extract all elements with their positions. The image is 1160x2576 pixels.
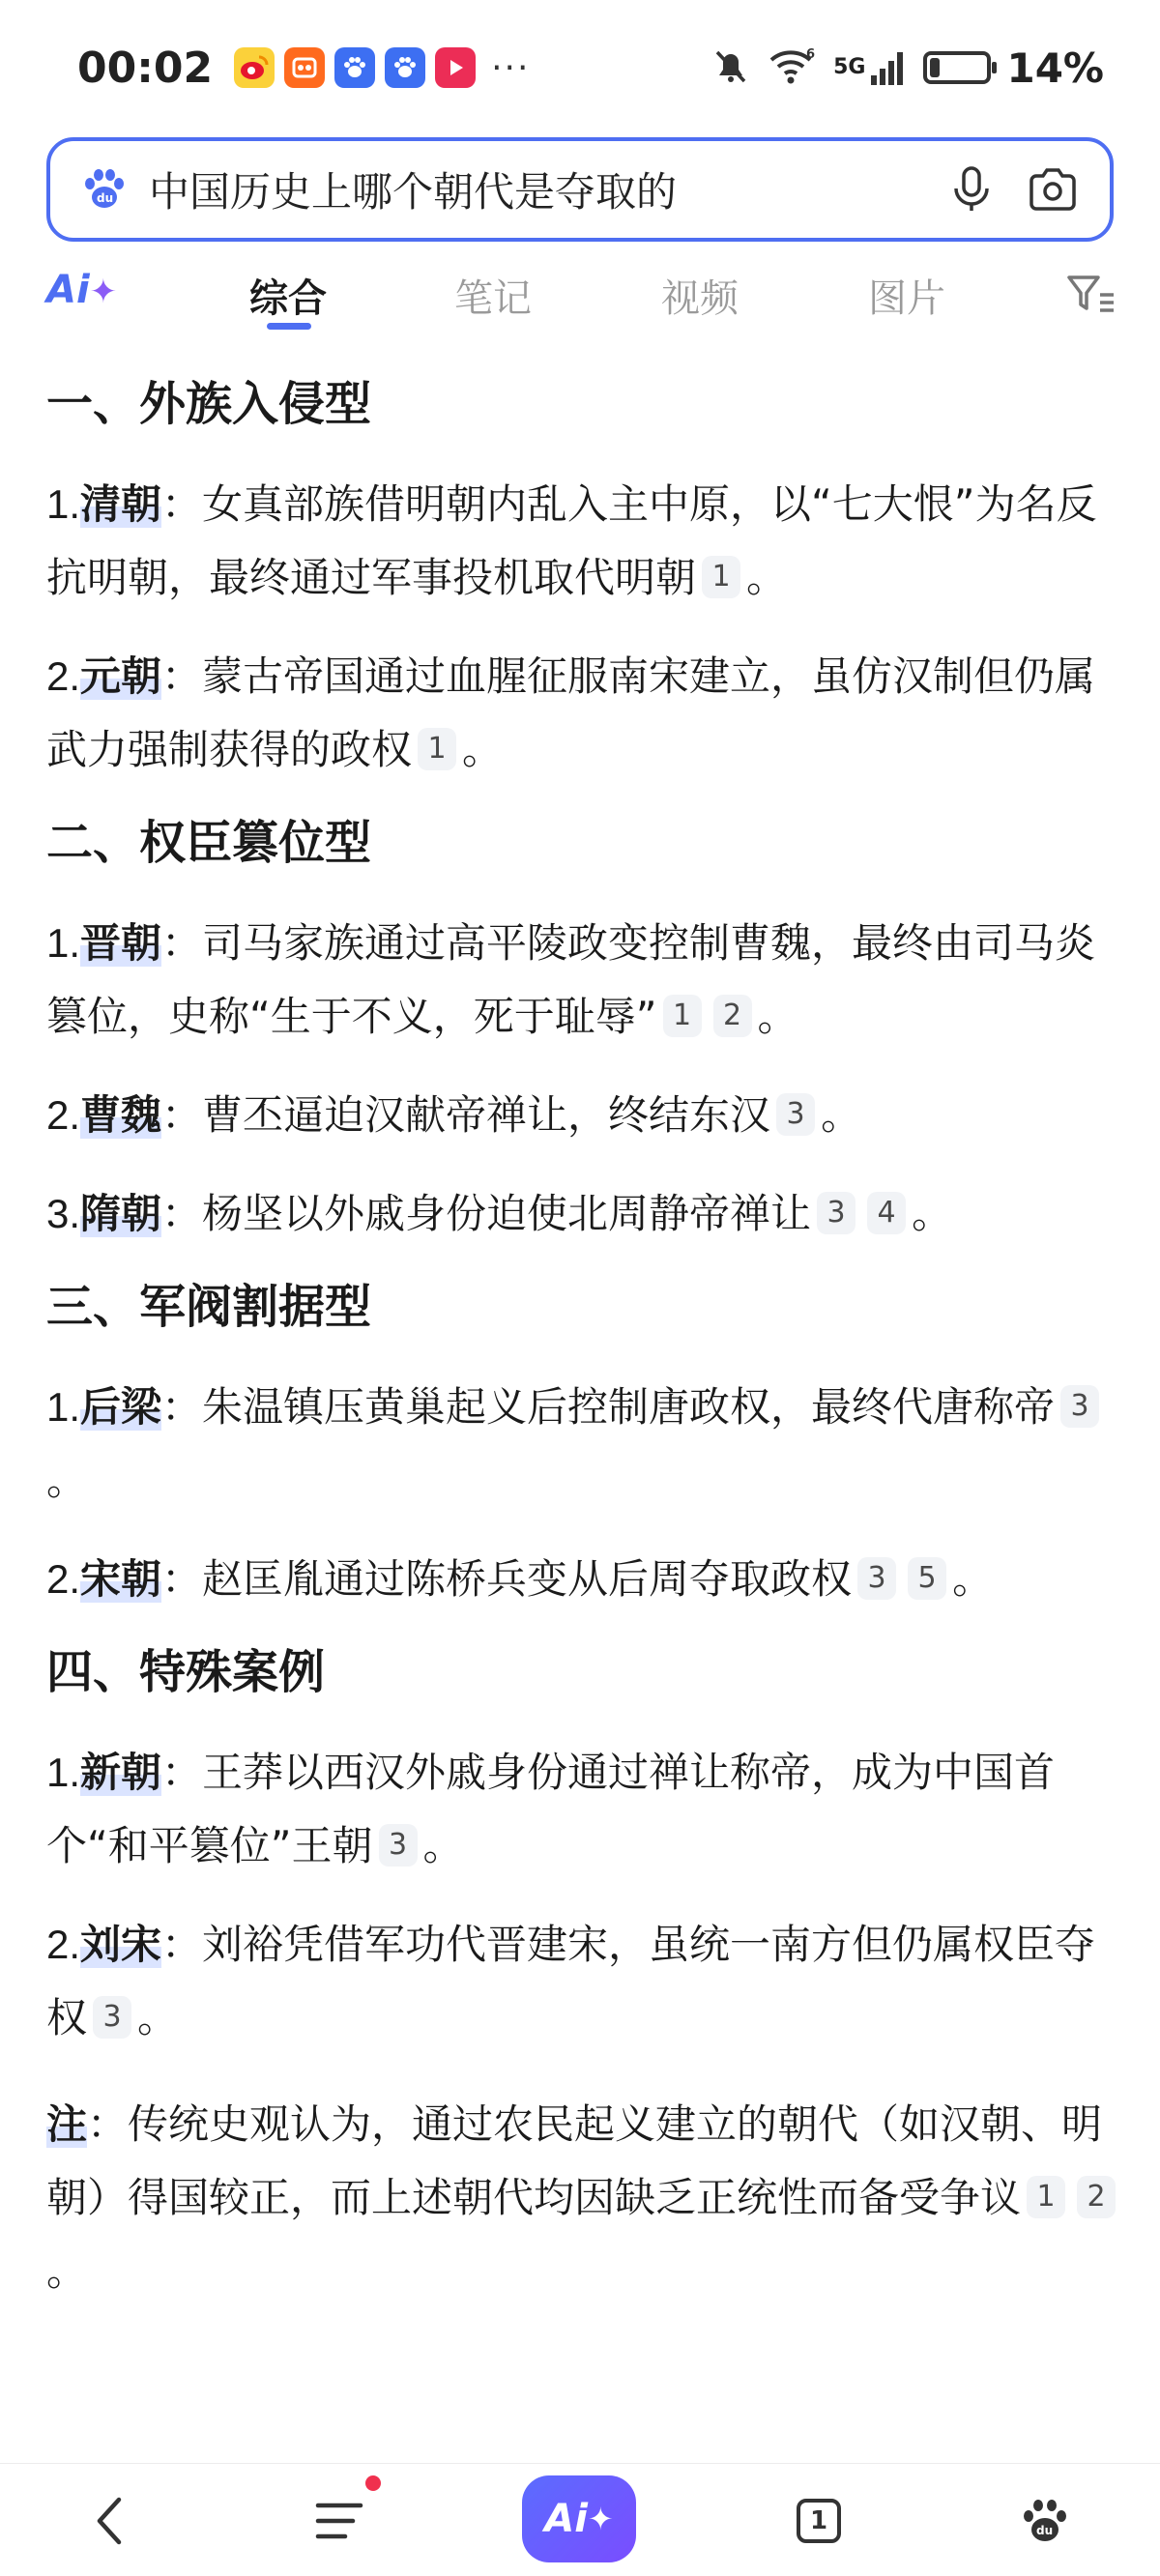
play-app-icon	[435, 47, 476, 88]
dynasty-term: 曹魏	[80, 1091, 162, 1139]
item-text: ：刘裕凭借军功代晋建宋，虽统一南方但仍属权臣夺权	[46, 1921, 1096, 2041]
dynasty-term: 宋朝	[80, 1555, 162, 1603]
mute-icon	[710, 44, 752, 91]
item-end: 。	[952, 1555, 994, 1603]
item-end: 。	[821, 1091, 862, 1139]
tab-images[interactable]: 图片	[868, 276, 945, 321]
note-text: ：传统史观认为，通过农民起义建立的朝代（如汉朝、明朝）得国较正，而上述朝代均因缺乏正统性而备受争议	[46, 2100, 1103, 2221]
citation-badge[interactable]: 3	[776, 1093, 815, 1136]
item-text: ：王莽以西汉外戚身份通过禅让称帝，成为中国首个“和平篡位”王朝	[46, 1749, 1056, 1869]
network-type-label: 5G	[833, 55, 866, 79]
list-item	[46, 1908, 1121, 2055]
citation-badge[interactable]: 3	[379, 1824, 418, 1867]
citation-badge[interactable]: 2	[713, 995, 752, 1037]
ai-assistant-button[interactable]	[522, 2475, 636, 2562]
citation-badge[interactable]: 1	[663, 995, 702, 1037]
tab-comprehensive[interactable]: 综合	[249, 276, 327, 321]
baidu-logo-icon	[77, 162, 131, 217]
dynasty-term: 元朝	[80, 652, 162, 700]
svg-text:6: 6	[806, 47, 816, 62]
baidu-paw-app-icon	[334, 47, 375, 88]
dynasty-term: 刘宋	[80, 1921, 162, 1968]
citation-badge[interactable]: 3	[93, 1996, 131, 2039]
item-end: 。	[462, 726, 504, 773]
item-end: 。	[746, 554, 788, 601]
battery-icon	[923, 51, 991, 84]
svg-text:du: du	[97, 191, 114, 205]
microphone-icon	[950, 165, 993, 214]
tab-videos[interactable]: 视频	[661, 276, 739, 321]
video-app-icon	[284, 47, 325, 88]
answer-content	[46, 348, 1121, 2308]
baidu-paw-icon	[1019, 2495, 1071, 2547]
baidu-paw-app-icon-2	[385, 47, 425, 88]
battery-percent: 14%	[1006, 43, 1104, 92]
item-number: 1.	[46, 920, 81, 966]
status-bar	[0, 0, 1160, 135]
item-number: 1.	[46, 1384, 81, 1430]
bottom-navigation	[0, 2463, 1160, 2576]
note-paragraph	[46, 2088, 1121, 2308]
list-item	[46, 1177, 1121, 1251]
citation-badge[interactable]: 1	[418, 728, 456, 770]
menu-icon	[314, 2500, 364, 2542]
list-item	[46, 1079, 1121, 1152]
tab-count: 1	[809, 2506, 828, 2535]
tab-ai-label: Ai	[46, 268, 90, 312]
back-button[interactable]	[66, 2477, 153, 2564]
item-text: ：司马家族通过高平陵政变控制曹魏，最终由司马炎篡位，史称“生于不义，死于耻辱”	[46, 919, 1096, 1040]
sparkle-icon: ✦	[89, 273, 118, 311]
tab-ai[interactable]	[46, 268, 117, 312]
citation-badge[interactable]: 3	[817, 1192, 856, 1234]
camera-icon	[1028, 167, 1078, 212]
notification-dot	[365, 2475, 381, 2491]
active-tab-indicator	[267, 323, 311, 330]
item-number: 3.	[46, 1191, 81, 1236]
citation-badge[interactable]: 5	[908, 1557, 946, 1600]
item-number: 2.	[46, 653, 81, 699]
svg-text:du: du	[1036, 2524, 1054, 2537]
item-number: 1.	[46, 481, 81, 527]
item-text: ：杨坚以外戚身份迫使北周静帝禅让	[161, 1190, 812, 1237]
item-end: 。	[757, 993, 798, 1040]
list-item	[46, 640, 1121, 787]
voice-search-button[interactable]	[938, 156, 1005, 223]
list-item	[46, 1543, 1121, 1616]
citation-badge[interactable]: 4	[867, 1192, 906, 1234]
item-text: ：赵匡胤通过陈桥兵变从后周夺取政权	[161, 1555, 853, 1603]
list-item	[46, 1736, 1121, 1883]
item-number: 2.	[46, 1092, 81, 1138]
wifi-icon	[768, 44, 818, 91]
item-number: 2.	[46, 1556, 81, 1602]
item-number: 1.	[46, 1750, 81, 1795]
item-end: 。	[912, 1190, 953, 1237]
item-text: ：女真部族借明朝内乱入主中原，以“七大恨”为名反抗明朝，最终通过军事投机取代明朝	[46, 480, 1097, 601]
citation-badge[interactable]: 1	[702, 556, 740, 598]
item-text: ：蒙古帝国通过血腥征服南宋建立，虽仿汉制但仍属武力强制获得的政权	[46, 652, 1096, 773]
citation-badge[interactable]: 2	[1077, 2176, 1116, 2218]
list-item	[46, 1371, 1121, 1518]
item-end: 。	[422, 1822, 464, 1869]
weibo-app-icon	[234, 47, 275, 88]
section-title: 四、特殊案例	[46, 1645, 326, 1699]
citation-badge[interactable]: 3	[1060, 1385, 1099, 1428]
item-end: 。	[46, 1457, 88, 1504]
list-item	[46, 907, 1121, 1054]
dynasty-term: 晋朝	[80, 919, 162, 967]
filter-icon	[1065, 270, 1116, 320]
item-text: ：朱温镇压黄巢起义后控制唐政权，最终代唐称帝	[161, 1383, 1056, 1431]
citation-badge[interactable]: 3	[857, 1557, 896, 1600]
section-title: 一、外族入侵型	[46, 377, 372, 431]
ai-assistant-label: Ai	[544, 2497, 588, 2541]
back-arrow-icon	[90, 2494, 129, 2548]
dynasty-term: 新朝	[80, 1749, 162, 1796]
list-item	[46, 468, 1121, 615]
cellular-signal-icon	[833, 48, 908, 87]
search-tabs	[0, 256, 1160, 333]
filter-button[interactable]	[1065, 270, 1116, 320]
section-title: 二、权臣篡位型	[46, 816, 372, 870]
battery-level	[930, 58, 940, 77]
note-label: 注	[46, 2100, 88, 2148]
dynasty-term: 隋朝	[80, 1190, 162, 1237]
dynasty-term: 清朝	[80, 480, 162, 528]
item-text: ：曹丕逼迫汉献帝禅让，终结东汉	[161, 1091, 771, 1139]
item-end: 。	[137, 1994, 179, 2041]
search-input[interactable]: 中国历史上哪个朝代是夺取的	[149, 168, 678, 216]
dynasty-term: 后梁	[80, 1383, 162, 1431]
status-left	[77, 43, 530, 93]
tabs-button[interactable]	[775, 2477, 862, 2564]
baidu-home-button[interactable]	[1001, 2477, 1088, 2564]
sparkle-icon: ✦	[587, 2501, 614, 2537]
image-search-button[interactable]	[1019, 156, 1087, 223]
status-right	[710, 44, 1104, 92]
more-notifications-icon: ···	[491, 47, 531, 88]
tab-notes[interactable]: 笔记	[454, 276, 532, 321]
search-box[interactable]	[46, 137, 1114, 242]
item-number: 2.	[46, 1922, 81, 1967]
status-time: 00:02	[77, 43, 214, 93]
citation-badge[interactable]: 1	[1027, 2176, 1065, 2218]
note-end: 。	[46, 2247, 88, 2295]
section-title: 三、军阀割据型	[46, 1280, 372, 1334]
